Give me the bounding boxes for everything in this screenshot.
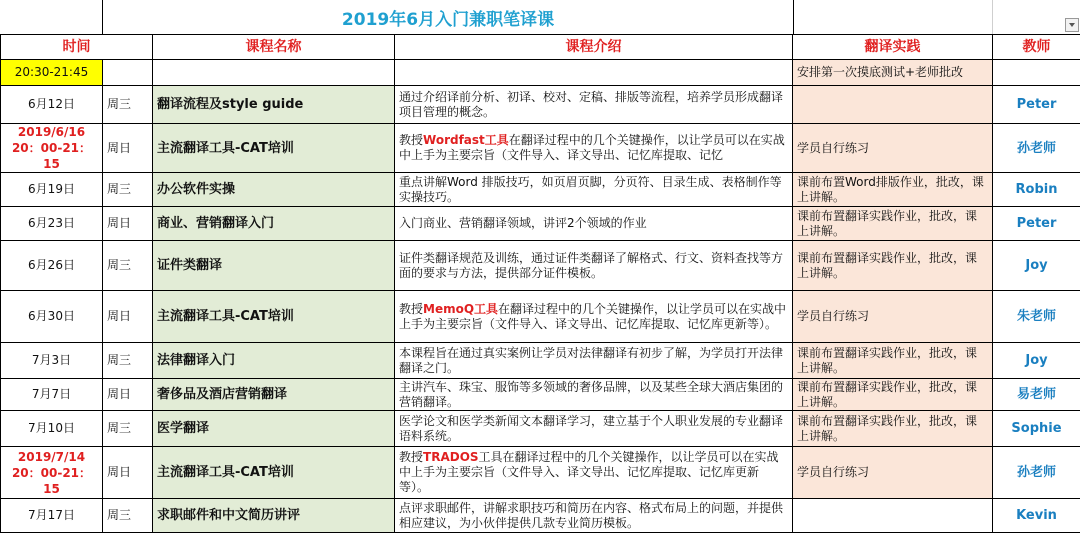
filter-dropdown-icon[interactable] xyxy=(1065,18,1079,32)
table-row: 6月30日 周日 主流翻译工具-CAT培训 教授MemoQ工具在翻译过程中的几个关键操作，以让学员可以在实战中上手为主要宗旨（文件导入、译文导出、记忆库提取、记忆库更新等）。 学员自行练习 朱老师 xyxy=(1,291,1080,343)
header-row xyxy=(1,35,1080,60)
header-course: 课程名称 xyxy=(153,35,395,60)
table-row: 2019/6/16 20：00-21：15 周日 主流翻译工具-CAT培训 教授Wordfast工具在翻译过程中的几个关键操作，以让学员可以在实战中上手为主要宗旨（文件导入、译文导出、记忆库提取、记忆 学员自行练习 孙老师 xyxy=(1,124,1080,173)
time-slot: 20:30-21:45 xyxy=(1,60,103,86)
header-time: 时间 xyxy=(1,35,153,60)
table-row: 6月19日 周三 办公软件实操 重点讲解Word 排版技巧，如页眉页脚，分页符、目录生成、表格制作等实操技巧。 课前布置Word排版作业，批改，课上讲解。 Robin xyxy=(1,173,1080,207)
header-intro: 课程介绍 xyxy=(395,35,793,60)
title-row xyxy=(0,0,1080,35)
table-row: 7月17日 周三 求职邮件和中文简历讲评 点评求职邮件，讲解求职技巧和简历在内容、格式布局上的问题，并提供相应建议，为小伙伴提供几款专业简历模板。 Kevin xyxy=(1,499,1080,533)
table-row: 7月10日 周三 医学翻译 医学论文和医学类新闻文本翻译学习，建立基于个人职业发展的专业翻译语料系统。 课前布置翻译实践作业，批改，课上讲解。 Sophie xyxy=(1,411,1080,447)
page-title: 2019年6月入门兼职笔译课 xyxy=(102,0,794,34)
title-right-cell xyxy=(992,0,1080,34)
header-teacher: 教师 xyxy=(993,35,1080,60)
table-row: 7月3日 周三 法律翻译入门 本课程旨在通过真实案例让学员对法律翻译有初步了解，为学员打开法律翻译之门。 课前布置翻译实践作业，批改，课上讲解。 Joy xyxy=(1,343,1080,379)
table-row: 6月23日 周日 商业、营销翻译入门 入门商业、营销翻译领域，讲评2个领域的作业 课前布置翻译实践作业，批改，课上讲解。 Peter xyxy=(1,207,1080,241)
intro-row xyxy=(1,60,1080,86)
practice-note: 安排第一次摸底测试+老师批改 xyxy=(793,60,993,86)
table-row: 6月26日 周三 证件类翻译 证件类翻译规范及训练，通过证件类翻译了解格式、行文、资料查找等方面的要求与方法，提供部分证件模板。 课前布置翻译实践作业，批改，课上讲解。 Joy xyxy=(1,241,1080,291)
header-practice: 翻译实践 xyxy=(793,35,993,60)
table-row: 7月7日 周日 奢侈品及酒店营销翻译 主讲汽车、珠宝、服饰等多领域的奢侈品牌，以及某些全球大酒店集团的营销翻译。 课前布置翻译实践作业，批改，课上讲解。 易老师 xyxy=(1,379,1080,411)
schedule-table xyxy=(0,34,1080,533)
table-row: 2019/7/14 20：00-21：15 周日 主流翻译工具-CAT培训 教授TRADOS工具在翻译过程中的几个关键操作，以让学员可以在实战中上手为主要宗旨（文件导入、译文导出、记忆库提取、记忆库更新等）。 学员自行练习 孙老师 xyxy=(1,447,1080,499)
table-row: 6月12日 周三 翻译流程及style guide 通过介绍译前分析、初译、校对、定稿、排版等流程，培养学员形成翻译项目管理的概念。 Peter xyxy=(1,86,1080,124)
